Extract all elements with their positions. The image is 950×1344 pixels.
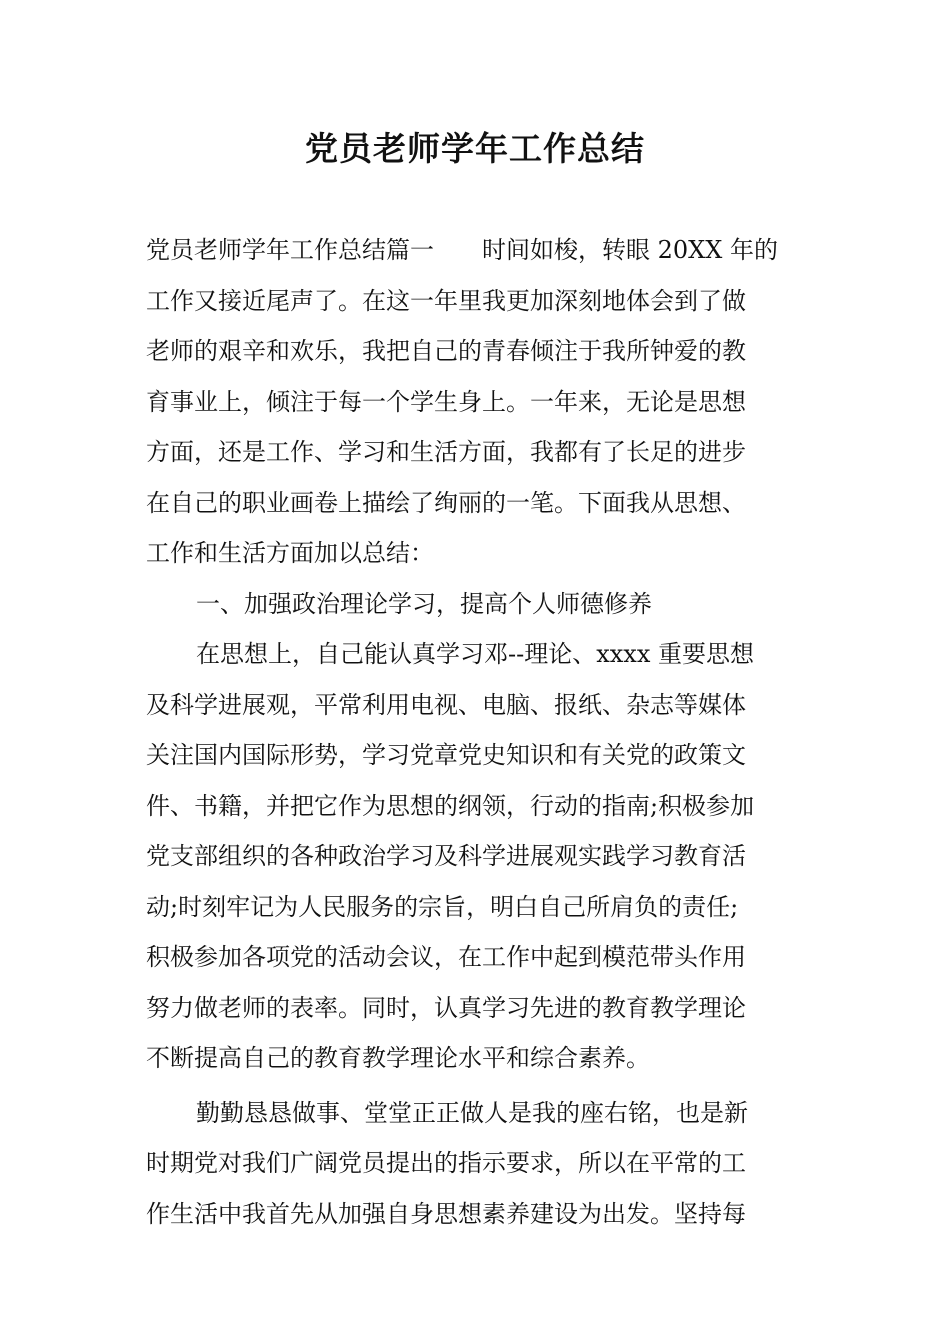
paragraph-line: 老师的艰辛和欢乐，我把自己的青春倾注于我所钟爱的教	[146, 337, 746, 365]
paragraph-line: 在自己的职业画卷上描绘了绚丽的一笔。下面我从思想、	[146, 488, 746, 517]
paragraph-line: 党支部组织的各种政治学习及科学进展观实践学习教育活	[146, 842, 746, 870]
paragraph-line: 动;时刻牢记为人民服务的宗旨，明白自己所肩负的责任;	[146, 892, 739, 921]
paragraph-line: 关注国内国际形势，学习党章党史知识和有关党的政策文	[146, 741, 746, 769]
paragraph-line: 在思想上，自己能认真学习邓--理论、xxxx 重要思想	[196, 640, 754, 668]
document-title: 党员老师学年工作总结	[305, 129, 645, 168]
paragraph-line: 及科学进展观，平常利用电视、电脑、报纸、杂志等媒体	[146, 690, 746, 719]
paragraph-line: 不断提高自己的教育教学理论水平和综合素养。	[146, 1044, 650, 1072]
paragraph-line: 党员老师学年工作总结篇一 时间如梭，转眼 20XX 年的	[146, 236, 778, 264]
section-heading: 一、加强政治理论学习，提高个人师德修养	[196, 589, 652, 618]
paragraph-line: 积极参加各项党的活动会议，在工作中起到模范带头作用	[146, 943, 746, 971]
paragraph-line: 件、书籍，并把它作为思想的纲领，行动的指南;积极参加	[146, 791, 755, 820]
paragraph-line: 工作和生活方面加以总结：	[146, 539, 434, 567]
paragraph-line: 工作又接近尾声了。在这一年里我更加深刻地体会到了做	[146, 286, 746, 315]
paragraph-line: 勤勤恳恳做事、堂堂正正做人是我的座右铭，也是新	[196, 1098, 748, 1127]
paragraph-line: 育事业上，倾注于每一个学生身上。一年来，无论是思想	[146, 387, 746, 416]
paragraph-line: 作生活中我首先从加强自身思想素养建设为出发。坚持每	[146, 1199, 746, 1228]
paragraph-line: 时期党对我们广阔党员提出的指示要求，所以在平常的工	[146, 1149, 746, 1177]
paragraph-line: 方面，还是工作、学习和生活方面，我都有了长足的进步	[146, 438, 746, 466]
document-body	[146, 225, 810, 1239]
paragraph-line: 努力做老师的表率。同时，认真学习先进的教育教学理论	[146, 993, 746, 1022]
